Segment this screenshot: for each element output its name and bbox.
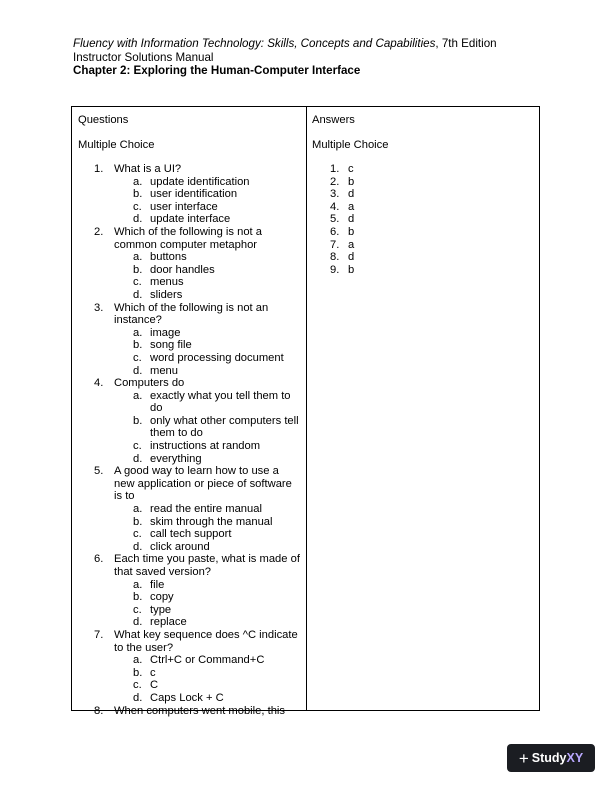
question-item [78, 553, 302, 578]
option-letter: c. [133, 440, 142, 453]
answer-option [78, 213, 302, 226]
answer-option [78, 352, 302, 365]
answers-header: Answers [312, 114, 355, 126]
answer-option [78, 188, 302, 201]
answer-option [78, 516, 302, 529]
answer-value: d [348, 188, 355, 201]
option-text: Caps Lock + C [150, 691, 224, 704]
option-text: sliders [150, 288, 183, 301]
answer-option [78, 365, 302, 378]
question-item [78, 377, 302, 390]
answer-number: 4. [330, 200, 340, 213]
option-text: menu [150, 364, 178, 377]
option-letter: a. [133, 175, 143, 188]
option-letter: b. [133, 666, 143, 679]
option-text: file [150, 578, 165, 591]
book-title-line [73, 37, 497, 51]
option-letter: a. [133, 251, 143, 264]
questions-section-heading: Multiple Choice [78, 139, 155, 151]
answer-value: b [348, 263, 355, 276]
answer-option [78, 453, 302, 466]
answer-option [78, 591, 302, 604]
answer-option [78, 251, 302, 264]
column-divider [306, 107, 307, 710]
option-text: type [150, 603, 172, 616]
option-letter: d. [133, 213, 143, 226]
question-text: What is a UI? [114, 163, 182, 175]
option-text: Ctrl+C or Command+C [150, 654, 265, 667]
option-letter: b. [133, 515, 143, 528]
option-letter: c. [133, 351, 142, 364]
option-letter: a. [133, 503, 143, 516]
option-text: user identification [150, 188, 238, 201]
option-text: door handles [150, 263, 215, 276]
answer-option [78, 276, 302, 289]
option-text: user interface [150, 200, 218, 213]
answer-option [78, 616, 302, 629]
option-text: C [150, 679, 159, 692]
questions-header: Questions [78, 114, 129, 126]
option-letter: b. [133, 414, 143, 427]
answer-option [78, 264, 302, 277]
option-text: click around [150, 540, 210, 553]
answer-option [78, 390, 302, 415]
option-letter: d. [133, 691, 143, 704]
option-letter: a. [133, 326, 143, 339]
question-number: 7. [94, 628, 104, 641]
answer-option [78, 201, 302, 214]
question-text: Computers do [114, 377, 185, 390]
option-text: update interface [150, 213, 231, 226]
answer-value: b [348, 175, 355, 188]
option-letter: a. [133, 578, 143, 591]
answer-option [78, 176, 302, 189]
question-text: Which of the following is not a common computer metaphor [114, 225, 262, 251]
option-text: c [150, 666, 156, 679]
option-letter: b. [133, 339, 143, 352]
question-item [78, 302, 302, 327]
question-item [78, 226, 302, 251]
studyxy-logo[interactable] [507, 744, 595, 772]
option-letter: d. [133, 452, 143, 465]
answer-option [78, 415, 302, 440]
answer-value: d [348, 213, 355, 226]
question-number: 6. [94, 553, 104, 566]
option-letter: a. [133, 389, 143, 402]
answer-number: 1. [330, 163, 340, 175]
option-text: read the entire manual [150, 503, 262, 516]
option-letter: c. [133, 200, 142, 213]
option-letter: d. [133, 616, 143, 629]
option-text: everything [150, 452, 202, 465]
question-number: 1. [94, 163, 104, 175]
question-text: A good way to learn how to use a new application or piece of software is to [114, 465, 292, 503]
option-letter: b. [133, 263, 143, 276]
question-text: What key sequence does ^C indicate to the user? [114, 628, 298, 654]
option-text: word processing document [150, 351, 284, 364]
answer-option [78, 339, 302, 352]
question-item [78, 163, 302, 176]
answer-value: d [348, 251, 355, 264]
qa-table [71, 106, 540, 717]
answer-number: 5. [330, 213, 340, 226]
answer-option [78, 541, 302, 554]
option-letter: c. [133, 679, 142, 692]
question-number: 5. [94, 465, 104, 478]
question-text: Which of the following is not an instance? [114, 301, 269, 327]
book-title: Fluency with Information Technology: Skills, Concepts and Capabilities [73, 37, 436, 50]
answer-option [78, 289, 302, 302]
option-text: update identification [150, 175, 250, 188]
chapter-title: Chapter 2: Exploring the Human-Computer Interface [73, 64, 361, 78]
brand-name-main: Study [531, 751, 567, 765]
answer-option [78, 692, 302, 705]
answer-number: 6. [330, 225, 340, 238]
question-text: Each time you paste, what is made of that saved version? [114, 553, 300, 578]
answer-number: 9. [330, 263, 340, 276]
option-text: exactly what you tell them to do [150, 389, 291, 415]
option-text: only what other computers tell them to do [150, 414, 299, 440]
document-header [73, 37, 497, 78]
answer-option [78, 440, 302, 453]
manual-title: Instructor Solutions Manual [73, 50, 214, 64]
question-number: 2. [94, 225, 104, 238]
answer-option [78, 604, 302, 617]
question-item [78, 705, 302, 718]
question-item [78, 629, 302, 654]
question-list [78, 163, 302, 717]
answer-option [78, 654, 302, 667]
option-letter: c. [133, 603, 142, 616]
option-text: menus [150, 276, 184, 289]
question-number: 3. [94, 301, 104, 314]
option-text: call tech support [150, 528, 232, 541]
question-number: 4. [94, 377, 104, 390]
answer-value: b [348, 225, 355, 238]
option-letter: c. [133, 528, 142, 541]
answer-option [78, 528, 302, 541]
answer-value: a [348, 238, 355, 251]
option-text: skim through the manual [150, 515, 273, 528]
option-letter: a. [133, 654, 143, 667]
plus-icon: + [518, 748, 529, 768]
option-letter: d. [133, 288, 143, 301]
option-letter: d. [133, 540, 143, 553]
question-item [78, 465, 302, 503]
option-text: copy [150, 591, 174, 604]
answers-section-heading: Multiple Choice [312, 139, 389, 151]
answer-option [78, 579, 302, 592]
answer-number: 7. [330, 238, 340, 251]
option-text: song file [150, 339, 192, 352]
option-letter: b. [133, 188, 143, 201]
answer-option [78, 679, 302, 692]
option-letter: b. [133, 591, 143, 604]
option-text: image [150, 326, 181, 339]
answer-option [78, 503, 302, 516]
answer-number: 8. [330, 251, 340, 264]
option-text: buttons [150, 251, 187, 264]
option-text: replace [150, 616, 187, 629]
answer-option [78, 667, 302, 680]
option-text: instructions at random [150, 440, 261, 453]
option-letter: d. [133, 364, 143, 377]
brand-name-accent: XY [566, 751, 584, 765]
edition: , 7th Edition [435, 37, 497, 50]
answer-number: 3. [330, 188, 340, 201]
answer-number: 2. [330, 175, 340, 188]
option-letter: c. [133, 276, 142, 289]
question-number: 8. [94, 704, 104, 717]
answer-value: c [348, 163, 354, 175]
answer-option [78, 327, 302, 340]
answer-value: a [348, 200, 355, 213]
question-text: When computers went mobile, this [114, 704, 285, 717]
